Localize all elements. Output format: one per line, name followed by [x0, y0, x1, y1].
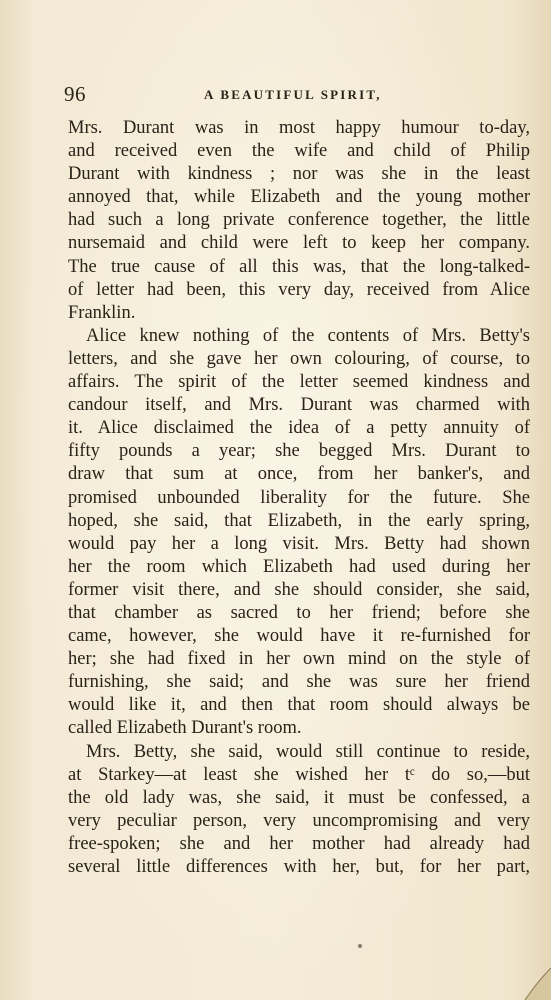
- text-line: had such a long private conference together, the little: [68, 210, 530, 231]
- text-line: furnishing, she said; and she was sure her friend: [68, 672, 530, 693]
- text-line: Franklin.: [68, 302, 136, 323]
- running-title: A BEAUTIFUL SPIRIT,: [204, 87, 382, 102]
- text-line: Alice knew nothing of the contents of Mrs. Betty's: [86, 325, 530, 346]
- text-line: would like it, and then that room should always be: [68, 695, 530, 716]
- running-head: [60, 82, 500, 106]
- text-line: came, however, she would have it re-furnished for: [68, 626, 530, 647]
- text-line: Durant with kindness ; nor was she in the least: [68, 164, 530, 185]
- text-line: her; she had fixed in her own mind on the style of: [68, 649, 530, 670]
- text-line: letters, and she gave her own colouring, of course, to: [68, 348, 530, 369]
- page-corner-curl-icon: [511, 960, 551, 1000]
- text-line: Mrs. Durant was in most happy humour to-day,: [68, 118, 530, 138]
- ink-speck: [358, 944, 362, 948]
- text-line: at Starkey—at least she wished her tᶜ do so,—but: [68, 764, 530, 785]
- text-line: candour itself, and Mrs. Durant was charmed with: [68, 395, 530, 416]
- text-line: the old lady was, she said, it must be confessed, a: [68, 787, 530, 808]
- text-line: that chamber as sacred to her friend; before she: [68, 602, 530, 623]
- text-line: called Elizabeth Durant's room.: [68, 718, 302, 739]
- text-line: fifty pounds a year; she begged Mrs. Durant to: [68, 441, 530, 462]
- text-line: free-spoken; she and her mother had already had: [68, 833, 530, 854]
- text-line: several little differences with her, but, for her part,: [68, 857, 530, 877]
- text-line: and received even the wife and child of Philip: [68, 141, 530, 162]
- text-line: affairs. The spirit of the letter seemed kindness and: [68, 372, 530, 393]
- text-line: her the room which Elizabeth had used during her: [68, 556, 530, 577]
- text-line: Mrs. Betty, she said, would still continue to reside,: [86, 741, 530, 762]
- text-line: The true cause of all this was, that the long-talked-: [68, 256, 530, 277]
- text-line: hoped, she said, that Elizabeth, in the early spring,: [68, 510, 530, 531]
- text-line: promised unbounded liberality for the future. She: [68, 487, 530, 508]
- body-text: [68, 117, 530, 879]
- text-line: of letter had been, this very day, received from Alice: [68, 279, 530, 300]
- text-line: annoyed that, while Elizabeth and the young mother: [68, 187, 530, 208]
- text-line: it. Alice disclaimed the idea of a petty annuity of: [68, 418, 530, 439]
- page-number: 96: [64, 82, 86, 106]
- text-line: very peculiar person, very uncompromising and very: [68, 810, 530, 831]
- text-line: former visit there, and she should consider, she said,: [68, 579, 530, 600]
- text-line: draw that sum at once, from her banker's, and: [68, 464, 530, 485]
- text-line: nursemaid and child were left to keep her company.: [68, 233, 530, 254]
- text-line: would pay her a long visit. Mrs. Betty had shown: [68, 533, 530, 554]
